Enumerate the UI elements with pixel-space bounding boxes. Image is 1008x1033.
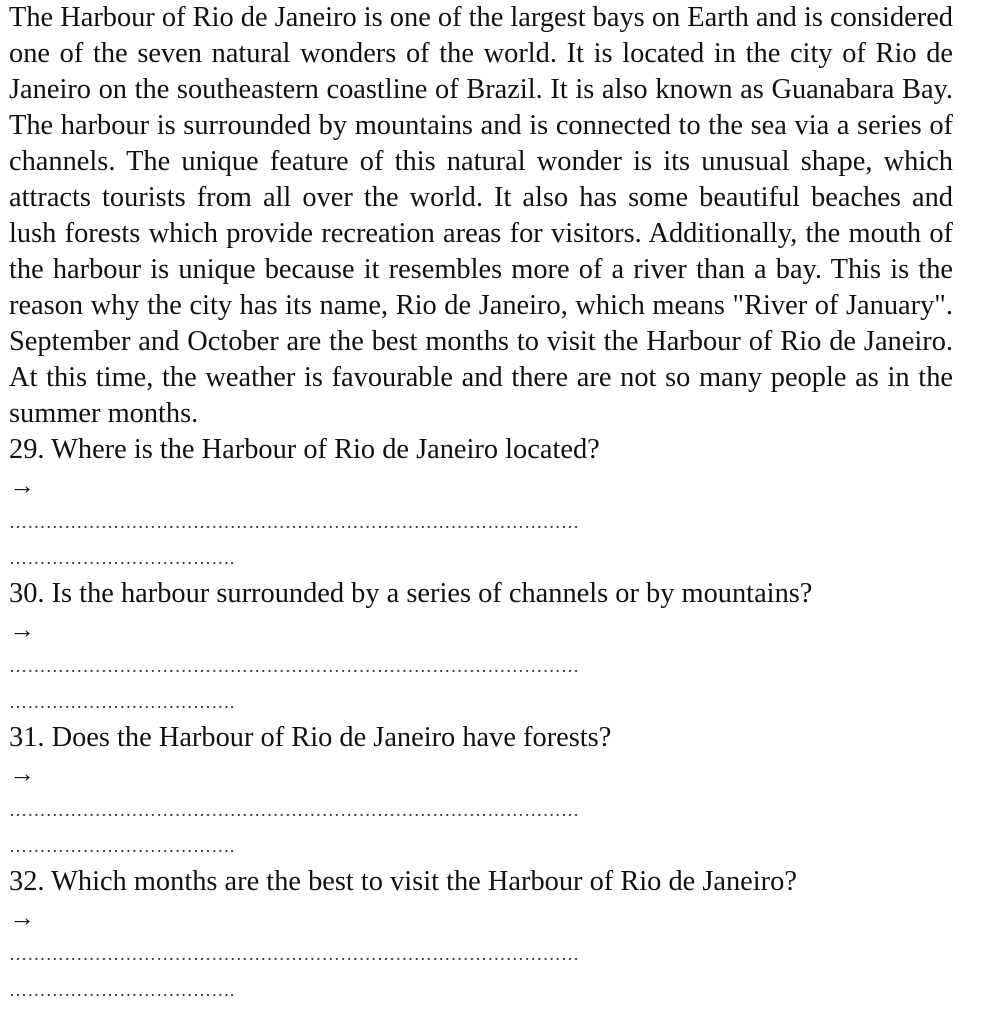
arrow-icon: → xyxy=(9,471,35,500)
arrow-icon: → xyxy=(9,759,35,788)
answer-line-30b[interactable]: ………………………………. xyxy=(9,692,235,712)
answer-line-29a[interactable]: ………………………………………………………………………………… xyxy=(9,512,580,532)
question-31: 31. Does the Harbour of Rio de Janeiro have forests? xyxy=(9,722,612,753)
question-30: 30. Is the harbour surrounded by a series of channels or by mountains? xyxy=(9,578,813,609)
question-block-32 xyxy=(9,864,953,1008)
question-block-30 xyxy=(9,576,953,720)
answer-line-31a[interactable]: ………………………………………………………………………………… xyxy=(9,800,580,820)
answer-line-32b[interactable]: ………………………………. xyxy=(9,980,235,1000)
arrow-icon: → xyxy=(9,615,35,644)
worksheet-page xyxy=(9,0,953,1008)
question-block-29 xyxy=(9,432,953,576)
answer-line-31b[interactable]: ………………………………. xyxy=(9,836,235,856)
answer-line-30a[interactable]: ………………………………………………………………………………… xyxy=(9,656,580,676)
question-32: 32. Which months are the best to visit the Harbour of Rio de Janeiro? xyxy=(9,866,797,897)
question-block-31 xyxy=(9,720,953,864)
reading-passage: The Harbour of Rio de Janeiro is one of the largest bays on Earth and is considered one of the seven natural wonders of the world. It is located in the city of Rio de Janeiro on the southeastern coastline of Brazil. It is also known as Guanabara Bay. The harbour is surrounded by mountains and is connected to the sea via a series of channels. The unique feature of this natural wonder is its unusual shape, which attracts tourists from all over the world. It also has some beautiful beaches and lush forests which provide recreation areas for visitors. Additionally, the mouth of the harbour is unique because it resembles more of a river than a bay. This is the reason why the city has its name, Rio de Janeiro, which means "River of January". September and October are the best months to visit the Harbour of Rio de Janeiro. At this time, the weather is favourable and there are not so many people as in the summer months. xyxy=(9,2,953,429)
question-29: 29. Where is the Harbour of Rio de Janeiro located? xyxy=(9,434,600,465)
arrow-icon: → xyxy=(9,903,35,932)
answer-line-32a[interactable]: ………………………………………………………………………………… xyxy=(9,944,580,964)
answer-line-29b[interactable]: ………………………………. xyxy=(9,548,235,568)
